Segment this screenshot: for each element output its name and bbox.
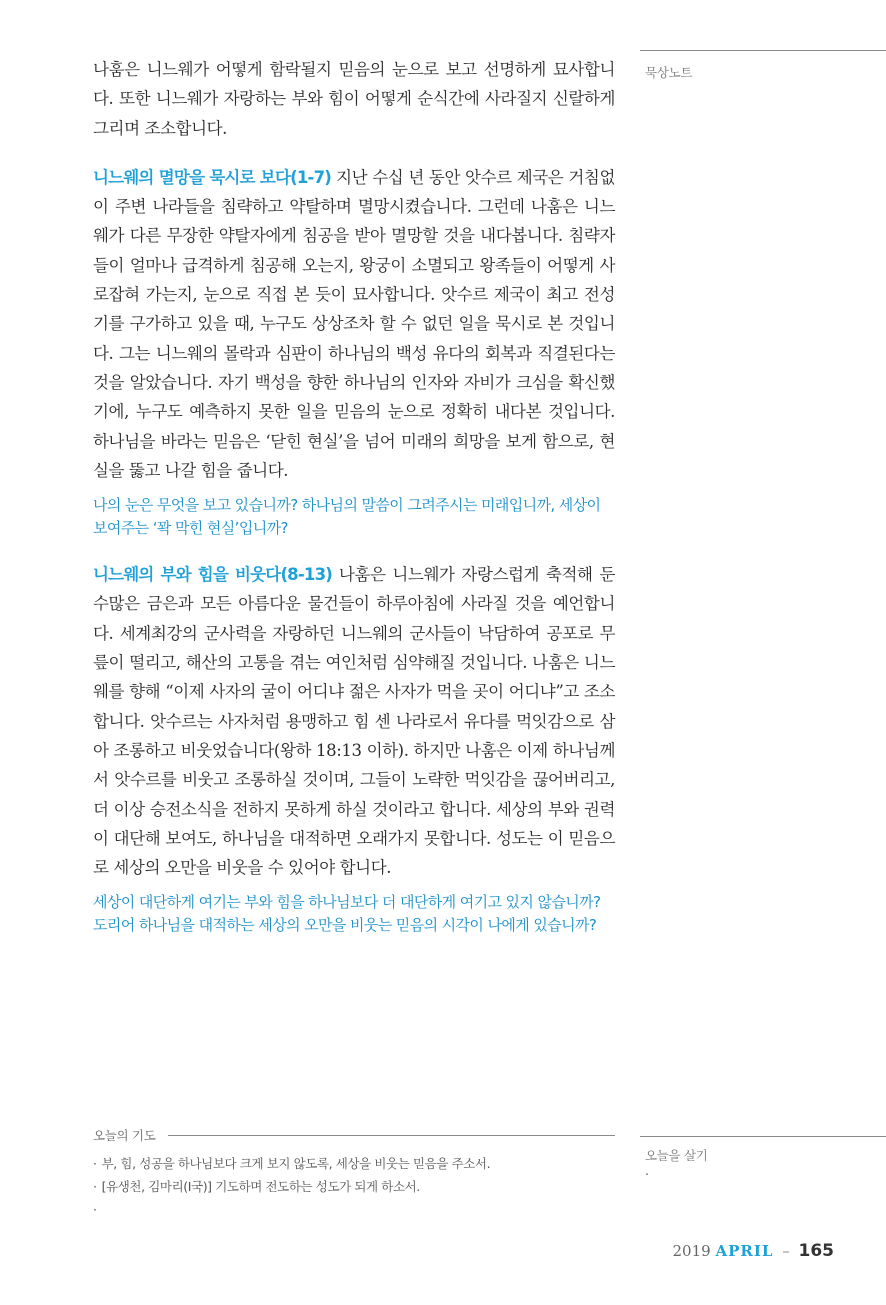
section-2-paragraph	[93, 560, 615, 882]
bullet-dot: ·	[93, 1202, 97, 1217]
page-number: 165	[798, 1241, 834, 1261]
main-column	[93, 55, 615, 937]
prayer-list	[93, 1152, 615, 1221]
living-today-label: 오늘을 살기	[645, 1148, 708, 1163]
page-footer	[673, 1241, 834, 1261]
bullet-dot: ·	[93, 1179, 97, 1194]
section-2-question: 세상이 대단하게 여기는 부와 힘을 하나님보다 더 대단하게 여기고 있지 않습니까? 도리어 하나님을 대적하는 세상의 오만을 비웃는 믿음의 시각이 나에게 있습니까?	[93, 893, 601, 935]
section-2-heading: 니느웨의 부와 힘을 비웃다(8-13)	[93, 565, 333, 585]
section-1-paragraph	[93, 163, 615, 485]
bullet-dot: ·	[93, 1156, 97, 1171]
prayer-item-text: [유생천, 김마리(I국)] 기도하며 전도하는 성도가 되게 하소서.	[101, 1179, 420, 1194]
todays-prayer	[93, 1126, 615, 1221]
intro-paragraph: 나훔은 니느웨가 어떻게 함락될지 믿음의 눈으로 보고 선명하게 묘사합니다. 또한 니느웨가 자랑하는 부와 힘이 어떻게 순식간에 사라질지 신랄하게 그리며 조소합니다.	[93, 60, 615, 138]
prayer-item	[93, 1175, 615, 1198]
section-1-heading: 니느웨의 멸망을 묵시로 보다(1-7)	[93, 167, 332, 187]
prayer-title: 오늘의 기도	[93, 1128, 156, 1143]
footer-year: 2019	[672, 1242, 711, 1260]
section-2-body: 나훔은 니느웨가 자랑스럽게 축적해 둔 수많은 금은과 모든 아름다운 물건들이 하루아침에 사라질 것을 예언합니다. 세계최강의 군사력을 자랑하던 니느웨의 군사들이 낙담하여 공포로 무릎이 떨리고, 해산의 고통을 겪는 여인처럼 심약해질 것입니다. 나훔은 니느웨를 향해 “이제 사자의 굴이 어디냐 젊은 사자가 먹을 곳이 어디냐”고 조소합니다. 앗수르는 사자처럼 용맹하고 힘 센 나라로서 유다를 먹잇감으로 삼아 조롱하고 비웃었습니다(왕하 18:13 이하). 하지만 나훔은 이제 하나님께서 앗수르를 비웃고 조롱하실 것이며, 그들이 노략한 먹잇감을 끊어버리고, 더 이상 승전소식을 전하지 못하게 하실 것이라고 합니다. 세상의 부와 권력이 대단해 보여도, 하나님을 대적하면 오래가지 못합니다. 성도는 이 믿음으로 세상의 오만을 비웃을 수 있어야 합니다.	[93, 565, 615, 878]
living-item: ·	[645, 1168, 650, 1183]
section-1-body: 지난 수십 년 동안 앗수르 제국은 거침없이 주변 나라들을 침략하고 약탈하며 멸망시켰습니다. 그런데 나훔은 니느웨가 다른 무장한 약탈자에게 침공을 받아 멸망할 것을 내다봅니다. 침략자들이 얼마나 급격하게 침공해 오는지, 왕궁이 소멸되고 왕족들이 어떻게 사로잡혀 가는지, 눈으로 직접 본 듯이 묘사합니다. 앗수르 제국이 최고 전성기를 구가하고 있을 때, 누구도 상상조차 할 수 없던 일을 묵시로 본 것입니다. 그는 니느웨의 몰락과 심판이 하나님의 백성 유다의 회복과 직결된다는 것을 알았습니다. 자기 백성을 향한 하나님의 인자와 자비가 크심을 확신했기에, 누구도 예측하지 못한 일을 믿음의 눈으로 정확히 내다본 것입니다. 하나님을 바라는 믿음은 ‘닫힌 현실’을 넘어 미래의 희망을 보게 함으로, 현실을 뚫고 나갈 힘을 줍니다.	[93, 167, 615, 480]
footer-month: APRIL	[715, 1242, 774, 1260]
prayer-item	[93, 1152, 615, 1175]
prayer-item	[93, 1198, 615, 1221]
prayer-rule	[168, 1135, 615, 1136]
section-1-question: 나의 눈은 무엇을 보고 있습니까? 하나님의 말씀이 그려주시는 미래입니까, 세상이 보여주는 ‘꽉 막힌 현실’입니까?	[93, 496, 601, 538]
meditation-notes-label: 묵상노트	[645, 65, 693, 80]
living-rule	[640, 1136, 886, 1137]
footer-dash: –	[782, 1242, 790, 1260]
prayer-item-text: 부, 힘, 성공을 하나님보다 크게 보지 않도록, 세상을 비웃는 믿음을 주소서.	[101, 1156, 491, 1171]
meditation-rule	[640, 50, 886, 51]
